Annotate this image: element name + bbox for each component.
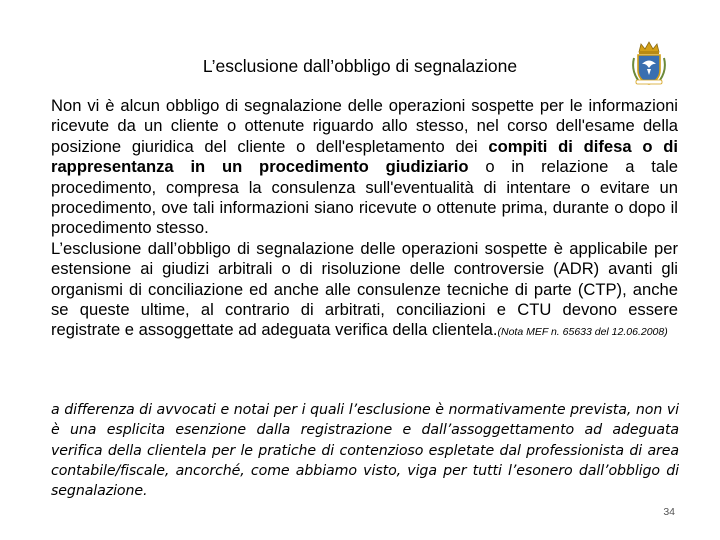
coat-of-arms-icon (630, 40, 668, 86)
reference-note: (Nota MEF n. 65633 del 12.06.2008) (497, 326, 668, 339)
paragraph-text: L’esclusione dall’obbligo di segnalazione delle operazioni sospette è applicabile per estensione ai giudizi arbitrali o di risoluzione delle controversie (ADR) avanti gli organismi di conciliazione ed anche alle consulenze tecniche di parte (CTP), anche se queste ultime, al contrario di arbitrati, conciliazioni e CTU devono essere registrate e assoggettate ad adeguata verifica della clientela. (51, 238, 678, 340)
bold-phrase: compiti di difesa o di rappresentanza in un procedimento giudiziario (51, 136, 678, 177)
paragraph-exclusion (51, 96, 678, 239)
paragraph-extension (51, 239, 678, 343)
italic-note (51, 400, 679, 501)
paragraph-text: Non vi è alcun obbligo di segnalazione delle operazioni sospette per le informazioni ricevute da un cliente o ottenute riguardo allo stesso, nel corso dell'esame della posizione giuridica del cliente o dell'espletamento dei (51, 96, 678, 156)
main-text (51, 96, 678, 343)
paragraph-text: o in relazione a tale procedimento, compresa la consulenza sull'eventualità di intentare o evitare un procedimento, ove tali informazioni siano ricevute o ottenute prima, durante o dopo il procedimento stesso. (51, 157, 678, 238)
note-text: a differenza di avvocati e notai per i quali l’esclusione è normativamente prevista, non vi è una esplicita esenzione dalla registrazione e dall’assoggettamento ad adeguata verifica della clientela per le pratiche di contenzioso espletate dal professionista di area contabile/fiscale, ancorché, come abbiamo visto, viga per tutti l’esonero dall’obbligo di segnalazione. (51, 402, 679, 500)
slide-title: L’esclusione dall’obbligo di segnalazione (202, 56, 518, 76)
page-number: 34 (663, 506, 675, 518)
